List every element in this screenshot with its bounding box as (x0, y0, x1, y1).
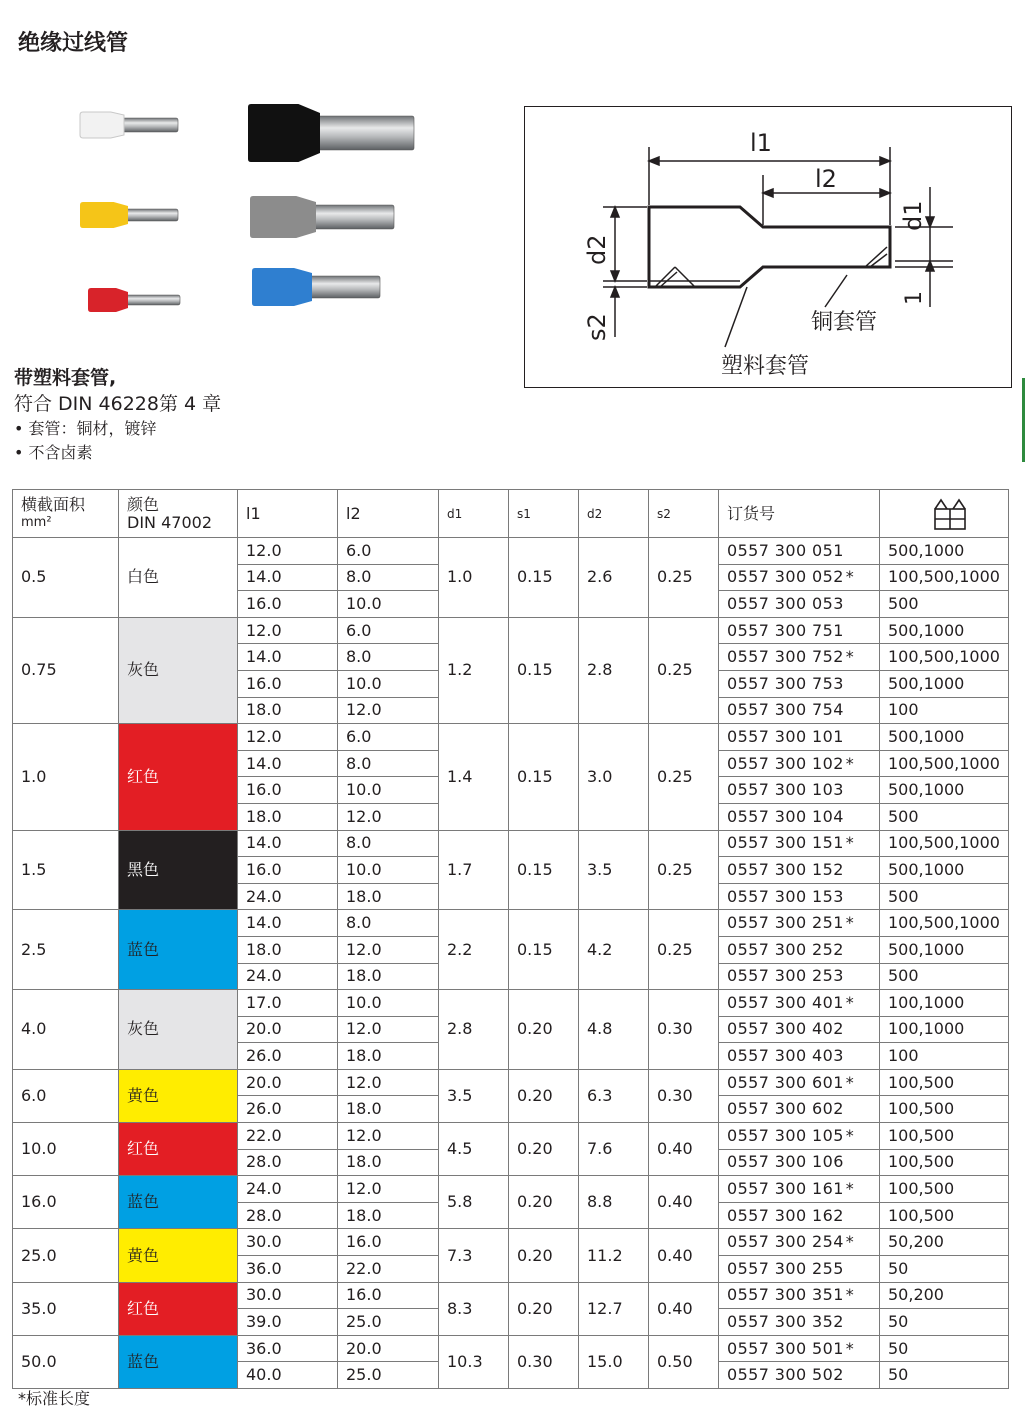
cell-l1: 14.0 (238, 910, 338, 937)
order-number: 0557 300 352 (727, 1312, 844, 1332)
cell-d1: 8.3 (439, 1282, 509, 1335)
cell-d2: 11.2 (579, 1229, 649, 1282)
cell-l2: 12.0 (338, 1176, 439, 1203)
label-d1: d1 (899, 200, 927, 231)
ferrule-dimension-drawing (525, 107, 1011, 387)
header-cross-section-unit: mm² (21, 514, 52, 530)
cell-packaging: 500,1000 (880, 670, 1009, 697)
cell-l2: 12.0 (338, 1123, 439, 1150)
description-subheading: 符合 DIN 46228第 4 章 (14, 393, 222, 415)
label-l2: l2 (815, 165, 837, 193)
cell-packaging: 100,500 (880, 1176, 1009, 1203)
cell-s1: 0.15 (509, 617, 579, 723)
table-header-row (13, 490, 1009, 538)
cell-l1: 14.0 (238, 564, 338, 591)
order-number: 0557 300 401 (727, 992, 844, 1012)
order-number: 0557 300 153 (727, 886, 844, 906)
cell-order-number (719, 697, 880, 724)
cell-s1: 0.20 (509, 1069, 579, 1122)
cell-l2: 12.0 (338, 1016, 439, 1043)
cell-packaging: 50,200 (880, 1282, 1009, 1309)
cell-packaging: 100,1000 (880, 990, 1009, 1017)
cell-cross-section: 16.0 (13, 1176, 119, 1229)
cell-l1: 14.0 (238, 644, 338, 671)
cell-l2: 8.0 (338, 910, 439, 937)
header-packaging (880, 490, 1009, 538)
header-d2: d2 (579, 490, 649, 538)
cell-l2: 18.0 (338, 1043, 439, 1070)
cell-l2: 6.0 (338, 724, 439, 751)
cell-s1: 0.15 (509, 830, 579, 910)
cell-color: 红色 (119, 724, 238, 830)
cell-d2: 4.2 (579, 910, 649, 990)
cell-l1: 12.0 (238, 724, 338, 751)
cell-s2: 0.50 (649, 1335, 719, 1388)
cell-order-number (719, 777, 880, 804)
product-photos (60, 90, 460, 330)
cell-l1: 14.0 (238, 750, 338, 777)
cell-l1: 16.0 (238, 777, 338, 804)
cell-packaging: 100,500,1000 (880, 750, 1009, 777)
cell-color: 黄色 (119, 1069, 238, 1122)
cell-packaging: 500,1000 (880, 777, 1009, 804)
order-number: 0557 300 051 (727, 540, 844, 560)
cell-packaging: 100,500 (880, 1096, 1009, 1123)
cell-packaging: 500,1000 (880, 538, 1009, 565)
order-number: 0557 300 752 (727, 647, 844, 667)
cell-l2: 18.0 (338, 1096, 439, 1123)
cell-packaging: 50 (880, 1309, 1009, 1336)
cell-cross-section: 6.0 (13, 1069, 119, 1122)
cell-cross-section: 1.0 (13, 724, 119, 830)
cell-cross-section: 4.0 (13, 990, 119, 1070)
cell-l1: 16.0 (238, 670, 338, 697)
cell-l1: 22.0 (238, 1123, 338, 1150)
cell-d2: 4.8 (579, 990, 649, 1070)
cell-s2: 0.30 (649, 990, 719, 1070)
order-number: 0557 300 601 (727, 1072, 844, 1092)
cell-s2: 0.40 (649, 1123, 719, 1176)
cell-packaging: 500,1000 (880, 936, 1009, 963)
header-cross-section: 横截面积 mm² (13, 490, 119, 538)
cell-packaging: 500,1000 (880, 617, 1009, 644)
cell-d1: 3.5 (439, 1069, 509, 1122)
cell-order-number (719, 1229, 880, 1256)
cell-packaging: 100,500,1000 (880, 564, 1009, 591)
cell-order-number (719, 1309, 880, 1336)
table-row (13, 990, 1009, 1017)
table-row (13, 538, 1009, 565)
cell-d1: 5.8 (439, 1176, 509, 1229)
cell-s2: 0.30 (649, 1069, 719, 1122)
ferrule-photos-image (60, 90, 460, 330)
cell-s2: 0.25 (649, 617, 719, 723)
cell-order-number (719, 750, 880, 777)
order-number: 0557 300 052 (727, 567, 844, 587)
header-l1: l1 (238, 490, 338, 538)
cell-color: 蓝色 (119, 1176, 238, 1229)
cell-order-number (719, 1362, 880, 1389)
order-number: 0557 300 254 (727, 1232, 844, 1252)
table-row (13, 1176, 1009, 1203)
cell-packaging: 50,200 (880, 1229, 1009, 1256)
ferrule-black (248, 104, 414, 162)
cell-d1: 10.3 (439, 1335, 509, 1388)
cell-packaging: 500,1000 (880, 857, 1009, 884)
order-number: 0557 300 402 (727, 1019, 844, 1039)
order-number: 0557 300 251 (727, 913, 844, 933)
page-title: 绝缘过线管 (18, 31, 129, 56)
cell-s1: 0.20 (509, 1176, 579, 1229)
cell-l2: 8.0 (338, 830, 439, 857)
table-row (13, 1282, 1009, 1309)
cell-s2: 0.25 (649, 538, 719, 618)
cell-d2: 2.6 (579, 538, 649, 618)
cell-l2: 12.0 (338, 1069, 439, 1096)
cell-l2: 12.0 (338, 697, 439, 724)
cell-order-number (719, 803, 880, 830)
cell-l2: 22.0 (338, 1256, 439, 1283)
header-order-number: 订货号 (719, 490, 880, 538)
cell-packaging: 100,500 (880, 1149, 1009, 1176)
cell-order-number (719, 1335, 880, 1362)
cell-s1: 0.15 (509, 910, 579, 990)
cell-s1: 0.20 (509, 1123, 579, 1176)
ferrule-red (88, 288, 180, 312)
cell-l1: 36.0 (238, 1335, 338, 1362)
cell-d2: 3.0 (579, 724, 649, 830)
cell-l1: 30.0 (238, 1282, 338, 1309)
order-number: 0557 300 754 (727, 700, 844, 720)
table-row (13, 1123, 1009, 1150)
cell-order-number (719, 564, 880, 591)
order-number: 0557 300 161 (727, 1179, 844, 1199)
cell-l1: 28.0 (238, 1202, 338, 1229)
order-number: 0557 300 152 (727, 859, 844, 879)
ferrule-yellow (80, 202, 178, 228)
cell-s1: 0.20 (509, 1229, 579, 1282)
cell-d1: 1.7 (439, 830, 509, 910)
label-d2: d2 (583, 234, 611, 265)
cell-order-number (719, 1149, 880, 1176)
ferrule-grey (250, 196, 394, 238)
cell-l2: 10.0 (338, 670, 439, 697)
order-number: 0557 300 253 (727, 966, 844, 986)
order-number: 0557 300 502 (727, 1365, 844, 1385)
cell-s1: 0.20 (509, 1282, 579, 1335)
label-s2: s2 (583, 313, 611, 341)
cell-l1: 17.0 (238, 990, 338, 1017)
order-number: 0557 300 501 (727, 1338, 844, 1358)
cell-cross-section: 1.5 (13, 830, 119, 910)
cell-l1: 39.0 (238, 1309, 338, 1336)
cell-l1: 16.0 (238, 857, 338, 884)
cell-d2: 7.6 (579, 1123, 649, 1176)
cell-l1: 14.0 (238, 830, 338, 857)
cell-order-number (719, 1256, 880, 1283)
table-row (13, 1335, 1009, 1362)
standard-length-marker: * (845, 1072, 855, 1092)
cell-l2: 16.0 (338, 1229, 439, 1256)
cell-color: 蓝色 (119, 1335, 238, 1388)
footnote: *标准长度 (18, 1389, 91, 1408)
standard-length-marker: * (845, 1179, 855, 1199)
cell-l1: 24.0 (238, 1176, 338, 1203)
table-row (13, 1069, 1009, 1096)
cell-d2: 2.8 (579, 617, 649, 723)
label-copper-sleeve: 铜套管 (811, 310, 878, 335)
cell-l1: 20.0 (238, 1069, 338, 1096)
cell-color: 黑色 (119, 830, 238, 910)
cell-d2: 6.3 (579, 1069, 649, 1122)
cell-order-number (719, 1069, 880, 1096)
standard-length-marker: * (845, 1338, 855, 1358)
standard-length-marker: * (845, 992, 855, 1012)
cell-d1: 7.3 (439, 1229, 509, 1282)
cell-d2: 12.7 (579, 1282, 649, 1335)
cell-order-number (719, 670, 880, 697)
label-s1-marker: 1 (902, 291, 927, 305)
cell-s1: 0.20 (509, 990, 579, 1070)
standard-length-marker: * (845, 1125, 855, 1145)
package-icon (932, 497, 968, 531)
cell-order-number (719, 990, 880, 1017)
cell-l2: 10.0 (338, 857, 439, 884)
cell-packaging: 100,500,1000 (880, 910, 1009, 937)
order-number: 0557 300 053 (727, 593, 844, 613)
cell-packaging: 100,500 (880, 1202, 1009, 1229)
cell-l1: 18.0 (238, 803, 338, 830)
cell-order-number (719, 1176, 880, 1203)
cell-s2: 0.40 (649, 1229, 719, 1282)
order-number: 0557 300 351 (727, 1285, 844, 1305)
cell-cross-section: 2.5 (13, 910, 119, 990)
header-color: 颜色 DIN 47002 (119, 490, 238, 538)
cell-l2: 20.0 (338, 1335, 439, 1362)
description-bullet: • 不含卤素 (14, 441, 221, 465)
cell-l2: 10.0 (338, 990, 439, 1017)
cell-s2: 0.25 (649, 724, 719, 830)
cell-l2: 25.0 (338, 1309, 439, 1336)
cell-order-number (719, 883, 880, 910)
cell-packaging: 100,1000 (880, 1016, 1009, 1043)
cell-l2: 18.0 (338, 963, 439, 990)
cell-l1: 20.0 (238, 1016, 338, 1043)
cell-l2: 12.0 (338, 936, 439, 963)
cell-l2: 6.0 (338, 538, 439, 565)
cell-packaging: 100,500 (880, 1069, 1009, 1096)
cell-l1: 12.0 (238, 538, 338, 565)
cell-l2: 8.0 (338, 644, 439, 671)
order-number: 0557 300 151 (727, 833, 844, 853)
cell-l1: 24.0 (238, 883, 338, 910)
cell-order-number (719, 1043, 880, 1070)
header-s1: s1 (509, 490, 579, 538)
cell-l1: 12.0 (238, 617, 338, 644)
cell-d1: 2.2 (439, 910, 509, 990)
cell-order-number (719, 538, 880, 565)
cell-s1: 0.15 (509, 724, 579, 830)
cell-l1: 28.0 (238, 1149, 338, 1176)
order-number: 0557 300 162 (727, 1205, 844, 1225)
cell-order-number (719, 830, 880, 857)
cell-order-number (719, 857, 880, 884)
cell-l2: 8.0 (338, 750, 439, 777)
product-description (14, 365, 221, 465)
cell-packaging: 100 (880, 1043, 1009, 1070)
cell-l2: 18.0 (338, 883, 439, 910)
cell-packaging: 50 (880, 1256, 1009, 1283)
cell-l2: 16.0 (338, 1282, 439, 1309)
cell-order-number (719, 963, 880, 990)
cell-l1: 30.0 (238, 1229, 338, 1256)
cell-l2: 6.0 (338, 617, 439, 644)
cell-d2: 8.8 (579, 1176, 649, 1229)
cell-l1: 26.0 (238, 1043, 338, 1070)
order-number: 0557 300 753 (727, 673, 844, 693)
ferrule-blue (252, 268, 380, 306)
cell-order-number (719, 910, 880, 937)
cell-packaging: 100,500,1000 (880, 644, 1009, 671)
cell-d1: 4.5 (439, 1123, 509, 1176)
order-number: 0557 300 106 (727, 1152, 844, 1172)
order-number: 0557 300 602 (727, 1099, 844, 1119)
cell-order-number (719, 591, 880, 618)
dimension-diagram (524, 106, 1012, 388)
cell-s2: 0.40 (649, 1282, 719, 1335)
cell-l2: 18.0 (338, 1202, 439, 1229)
standard-length-marker: * (845, 1232, 855, 1252)
order-number: 0557 300 403 (727, 1046, 844, 1066)
cell-cross-section: 0.5 (13, 538, 119, 618)
cell-s2: 0.40 (649, 1176, 719, 1229)
cell-s2: 0.25 (649, 910, 719, 990)
table-row (13, 910, 1009, 937)
cell-color: 红色 (119, 1282, 238, 1335)
order-number: 0557 300 104 (727, 806, 844, 826)
cell-d2: 3.5 (579, 830, 649, 910)
standard-length-marker: * (845, 753, 855, 773)
order-number: 0557 300 255 (727, 1258, 844, 1278)
standard-length-marker: * (845, 833, 855, 853)
cell-order-number (719, 617, 880, 644)
cell-color: 红色 (119, 1123, 238, 1176)
cell-cross-section: 10.0 (13, 1123, 119, 1176)
cell-color: 灰色 (119, 617, 238, 723)
cell-order-number (719, 1202, 880, 1229)
cell-l2: 12.0 (338, 803, 439, 830)
cell-order-number (719, 724, 880, 751)
label-plastic-sleeve: 塑料套管 (721, 354, 810, 379)
cell-l1: 36.0 (238, 1256, 338, 1283)
standard-length-marker: * (845, 1285, 855, 1305)
cell-l2: 10.0 (338, 591, 439, 618)
cell-l1: 18.0 (238, 697, 338, 724)
cell-s1: 0.15 (509, 538, 579, 618)
cell-color: 黄色 (119, 1229, 238, 1282)
cell-packaging: 500 (880, 963, 1009, 990)
order-number: 0557 300 105 (727, 1125, 844, 1145)
cell-d1: 1.4 (439, 724, 509, 830)
order-number: 0557 300 101 (727, 726, 844, 746)
description-heading: 带塑料套管, (14, 367, 117, 389)
cell-d1: 1.2 (439, 617, 509, 723)
order-number: 0557 300 102 (727, 753, 844, 773)
cell-packaging: 100 (880, 697, 1009, 724)
order-number: 0557 300 103 (727, 780, 844, 800)
cell-s2: 0.25 (649, 830, 719, 910)
spec-table (12, 489, 1009, 1389)
cell-cross-section: 35.0 (13, 1282, 119, 1335)
cell-l1: 26.0 (238, 1096, 338, 1123)
ferrule-white (80, 112, 178, 138)
order-number: 0557 300 252 (727, 939, 844, 959)
cell-packaging: 500 (880, 803, 1009, 830)
cell-packaging: 500 (880, 591, 1009, 618)
cell-l1: 18.0 (238, 936, 338, 963)
cell-l2: 25.0 (338, 1362, 439, 1389)
cell-cross-section: 0.75 (13, 617, 119, 723)
cell-cross-section: 25.0 (13, 1229, 119, 1282)
cell-d1: 1.0 (439, 538, 509, 618)
order-number: 0557 300 751 (727, 620, 844, 640)
header-color-standard: DIN 47002 (127, 512, 212, 532)
cell-order-number (719, 936, 880, 963)
standard-length-marker: * (845, 567, 855, 587)
cell-s1: 0.30 (509, 1335, 579, 1388)
cell-l1: 24.0 (238, 963, 338, 990)
table-row (13, 724, 1009, 751)
standard-length-marker: * (845, 647, 855, 667)
cell-packaging: 500 (880, 883, 1009, 910)
cell-packaging: 50 (880, 1362, 1009, 1389)
label-l1: l1 (750, 129, 772, 157)
cell-l2: 10.0 (338, 777, 439, 804)
cell-d1: 2.8 (439, 990, 509, 1070)
cell-order-number (719, 1016, 880, 1043)
table-row (13, 830, 1009, 857)
cell-l1: 16.0 (238, 591, 338, 618)
header-s2: s2 (649, 490, 719, 538)
cell-order-number (719, 644, 880, 671)
cell-color: 灰色 (119, 990, 238, 1070)
cell-order-number (719, 1096, 880, 1123)
cell-l2: 18.0 (338, 1149, 439, 1176)
description-bullet: • 套管：铜材，镀锌 (14, 417, 221, 441)
cell-color: 白色 (119, 538, 238, 618)
cell-color: 蓝色 (119, 910, 238, 990)
table-row (13, 617, 1009, 644)
cell-order-number (719, 1282, 880, 1309)
cell-cross-section: 50.0 (13, 1335, 119, 1388)
cell-packaging: 100,500 (880, 1123, 1009, 1150)
cell-packaging: 50 (880, 1335, 1009, 1362)
table-row (13, 1229, 1009, 1256)
cell-order-number (719, 1123, 880, 1150)
cell-packaging: 100,500,1000 (880, 830, 1009, 857)
standard-length-marker: * (845, 913, 855, 933)
cell-l2: 8.0 (338, 564, 439, 591)
cell-packaging: 500,1000 (880, 724, 1009, 751)
header-d1: d1 (439, 490, 509, 538)
header-l2: l2 (338, 490, 439, 538)
cell-l1: 40.0 (238, 1362, 338, 1389)
cell-d2: 15.0 (579, 1335, 649, 1388)
